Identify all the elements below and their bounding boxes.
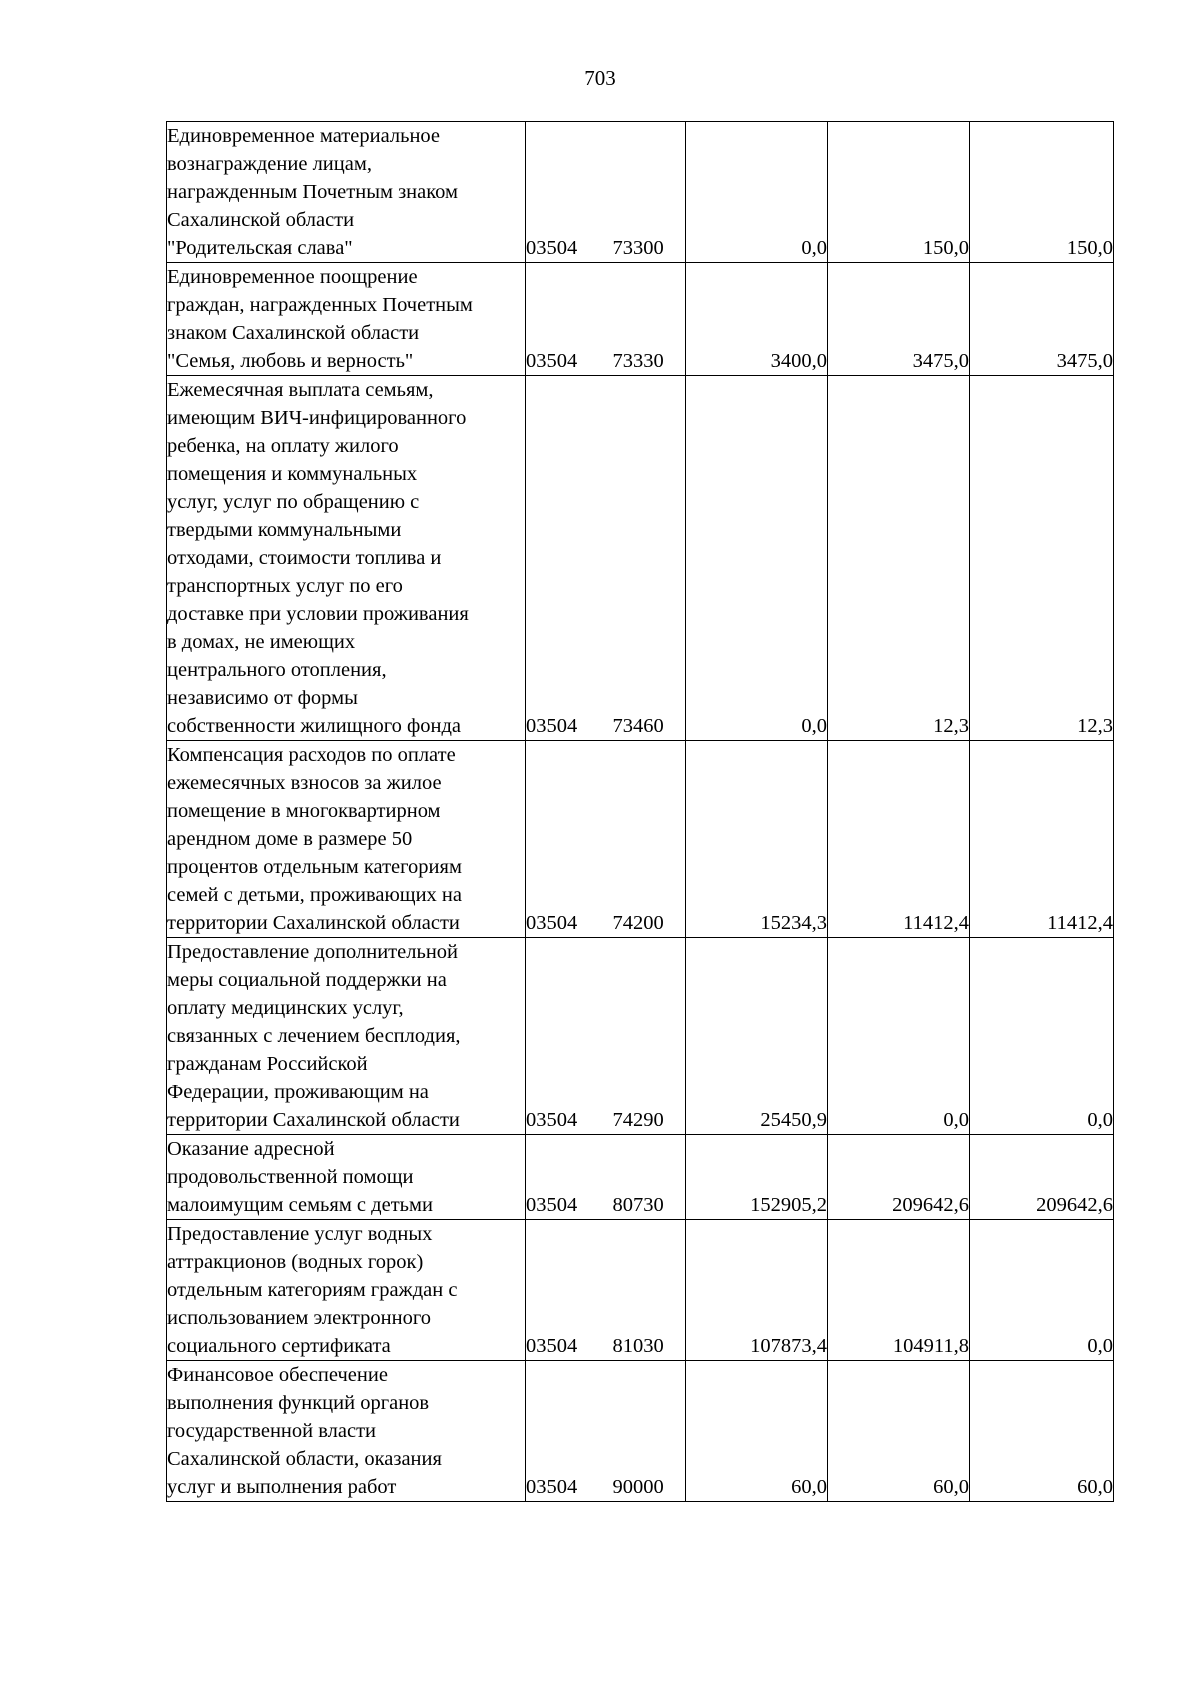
description-line: вознаграждение лицам,: [167, 153, 372, 175]
description-line: "Семья, любовь и верность": [167, 350, 414, 372]
amount-year-3: 12,3: [970, 376, 1114, 741]
description-line: оплату медицинских услуг,: [167, 997, 404, 1019]
description-line: Федерации, проживающим на: [167, 1081, 429, 1103]
table-row: [167, 1361, 1114, 1502]
table-row: [167, 376, 1114, 741]
description-line: использованием электронного: [167, 1307, 431, 1329]
description-line: в домах, не имеющих: [167, 631, 356, 653]
description-line: Финансовое обеспечение: [167, 1364, 388, 1386]
description-line: Оказание адресной: [167, 1138, 335, 1160]
description-line: Компенсация расходов по оплате: [167, 744, 456, 766]
amount-year-3: 0,0: [970, 1220, 1114, 1361]
table-row: [167, 122, 1114, 263]
page-number: 703: [584, 66, 616, 90]
section-code: 03504: [526, 741, 601, 938]
amount-year-1: 0,0: [686, 122, 828, 263]
amount-year-2: 0,0: [828, 938, 970, 1135]
amount-year-3: 150,0: [970, 122, 1114, 263]
row-description: [167, 1135, 526, 1220]
description-line: центрального отопления,: [167, 659, 387, 681]
description-line: малоимущим семьям с детьми: [167, 1194, 433, 1216]
section-code: 03504: [526, 263, 601, 376]
amount-year-3: 3475,0: [970, 263, 1114, 376]
description-line: социального сертификата: [167, 1335, 391, 1357]
amount-year-1: 107873,4: [686, 1220, 828, 1361]
description-line: услуг, услуг по обращению с: [167, 491, 420, 513]
table-row: [167, 741, 1114, 938]
description-line: семей с детьми, проживающих на: [167, 884, 462, 906]
target-article-code: 73330: [601, 263, 686, 376]
description-line: "Родительская слава": [167, 237, 353, 259]
amount-year-2: 11412,4: [828, 741, 970, 938]
description-line: Единовременное поощрение: [167, 266, 418, 288]
row-description: [167, 122, 526, 263]
amount-year-3: 0,0: [970, 938, 1114, 1135]
budget-table: [166, 121, 1114, 1502]
target-article-code: 74200: [601, 741, 686, 938]
amount-year-2: 12,3: [828, 376, 970, 741]
table-body: [167, 122, 1114, 1502]
amount-year-1: 0,0: [686, 376, 828, 741]
description-line: имеющим ВИЧ-инфицированного: [167, 407, 467, 429]
amount-year-3: 11412,4: [970, 741, 1114, 938]
description-line: услуг и выполнения работ: [167, 1476, 397, 1498]
target-article-code: 73300: [601, 122, 686, 263]
description-line: ежемесячных взносов за жилое: [167, 772, 442, 794]
amount-year-2: 150,0: [828, 122, 970, 263]
description-line: гражданам Российской: [167, 1053, 368, 1075]
description-line: территории Сахалинской области: [167, 912, 460, 934]
row-description: [167, 938, 526, 1135]
description-line: выполнения функций органов: [167, 1392, 430, 1414]
description-line: Сахалинской области: [167, 209, 355, 231]
description-line: знаком Сахалинской области: [167, 322, 420, 344]
description-line: Предоставление дополнительной: [167, 941, 459, 963]
section-code: 03504: [526, 376, 601, 741]
table-row: [167, 1220, 1114, 1361]
target-article-code: 80730: [601, 1135, 686, 1220]
description-line: связанных с лечением бесплодия,: [167, 1025, 461, 1047]
description-line: граждан, награжденных Почетным: [167, 294, 473, 316]
amount-year-2: 3475,0: [828, 263, 970, 376]
description-line: твердыми коммунальными: [167, 519, 402, 541]
amount-year-3: 60,0: [970, 1361, 1114, 1502]
amount-year-1: 3400,0: [686, 263, 828, 376]
row-description: [167, 1361, 526, 1502]
description-line: доставке при условии проживания: [167, 603, 469, 625]
description-line: продовольственной помощи: [167, 1166, 414, 1188]
description-line: территории Сахалинской области: [167, 1109, 460, 1131]
row-description: [167, 1220, 526, 1361]
amount-year-2: 104911,8: [828, 1220, 970, 1361]
target-article-code: 90000: [601, 1361, 686, 1502]
target-article-code: 81030: [601, 1220, 686, 1361]
table-row: [167, 263, 1114, 376]
description-line: Ежемесячная выплата семьям,: [167, 379, 434, 401]
amount-year-1: 15234,3: [686, 741, 828, 938]
description-line: меры социальной поддержки на: [167, 969, 447, 991]
description-line: Предоставление услуг водных: [167, 1223, 433, 1245]
description-line: арендном доме в размере 50: [167, 828, 413, 850]
description-line: аттракционов (водных горок): [167, 1251, 424, 1273]
description-line: Единовременное материальное: [167, 125, 441, 147]
section-code: 03504: [526, 122, 601, 263]
amount-year-3: 209642,6: [970, 1135, 1114, 1220]
target-article-code: 74290: [601, 938, 686, 1135]
description-line: награжденным Почетным знаком: [167, 181, 458, 203]
amount-year-1: 152905,2: [686, 1135, 828, 1220]
section-code: 03504: [526, 1220, 601, 1361]
table-row: [167, 1135, 1114, 1220]
table-row: [167, 938, 1114, 1135]
description-line: помещение в многоквартирном: [167, 800, 441, 822]
row-description: [167, 263, 526, 376]
description-line: государственной власти: [167, 1420, 376, 1442]
amount-year-2: 209642,6: [828, 1135, 970, 1220]
description-line: транспортных услуг по его: [167, 575, 403, 597]
section-code: 03504: [526, 938, 601, 1135]
amount-year-1: 60,0: [686, 1361, 828, 1502]
description-line: отдельным категориям граждан с: [167, 1279, 458, 1301]
description-line: независимо от формы: [167, 687, 358, 709]
row-description: [167, 376, 526, 741]
description-line: помещения и коммунальных: [167, 463, 418, 485]
description-line: собственности жилищного фонда: [167, 715, 461, 737]
amount-year-1: 25450,9: [686, 938, 828, 1135]
target-article-code: 73460: [601, 376, 686, 741]
section-code: 03504: [526, 1135, 601, 1220]
amount-year-2: 60,0: [828, 1361, 970, 1502]
description-line: отходами, стоимости топлива и: [167, 547, 442, 569]
section-code: 03504: [526, 1361, 601, 1502]
description-line: ребенка, на оплату жилого: [167, 435, 399, 457]
description-line: Сахалинской области, оказания: [167, 1448, 442, 1470]
row-description: [167, 741, 526, 938]
description-line: процентов отдельным категориям: [167, 856, 462, 878]
